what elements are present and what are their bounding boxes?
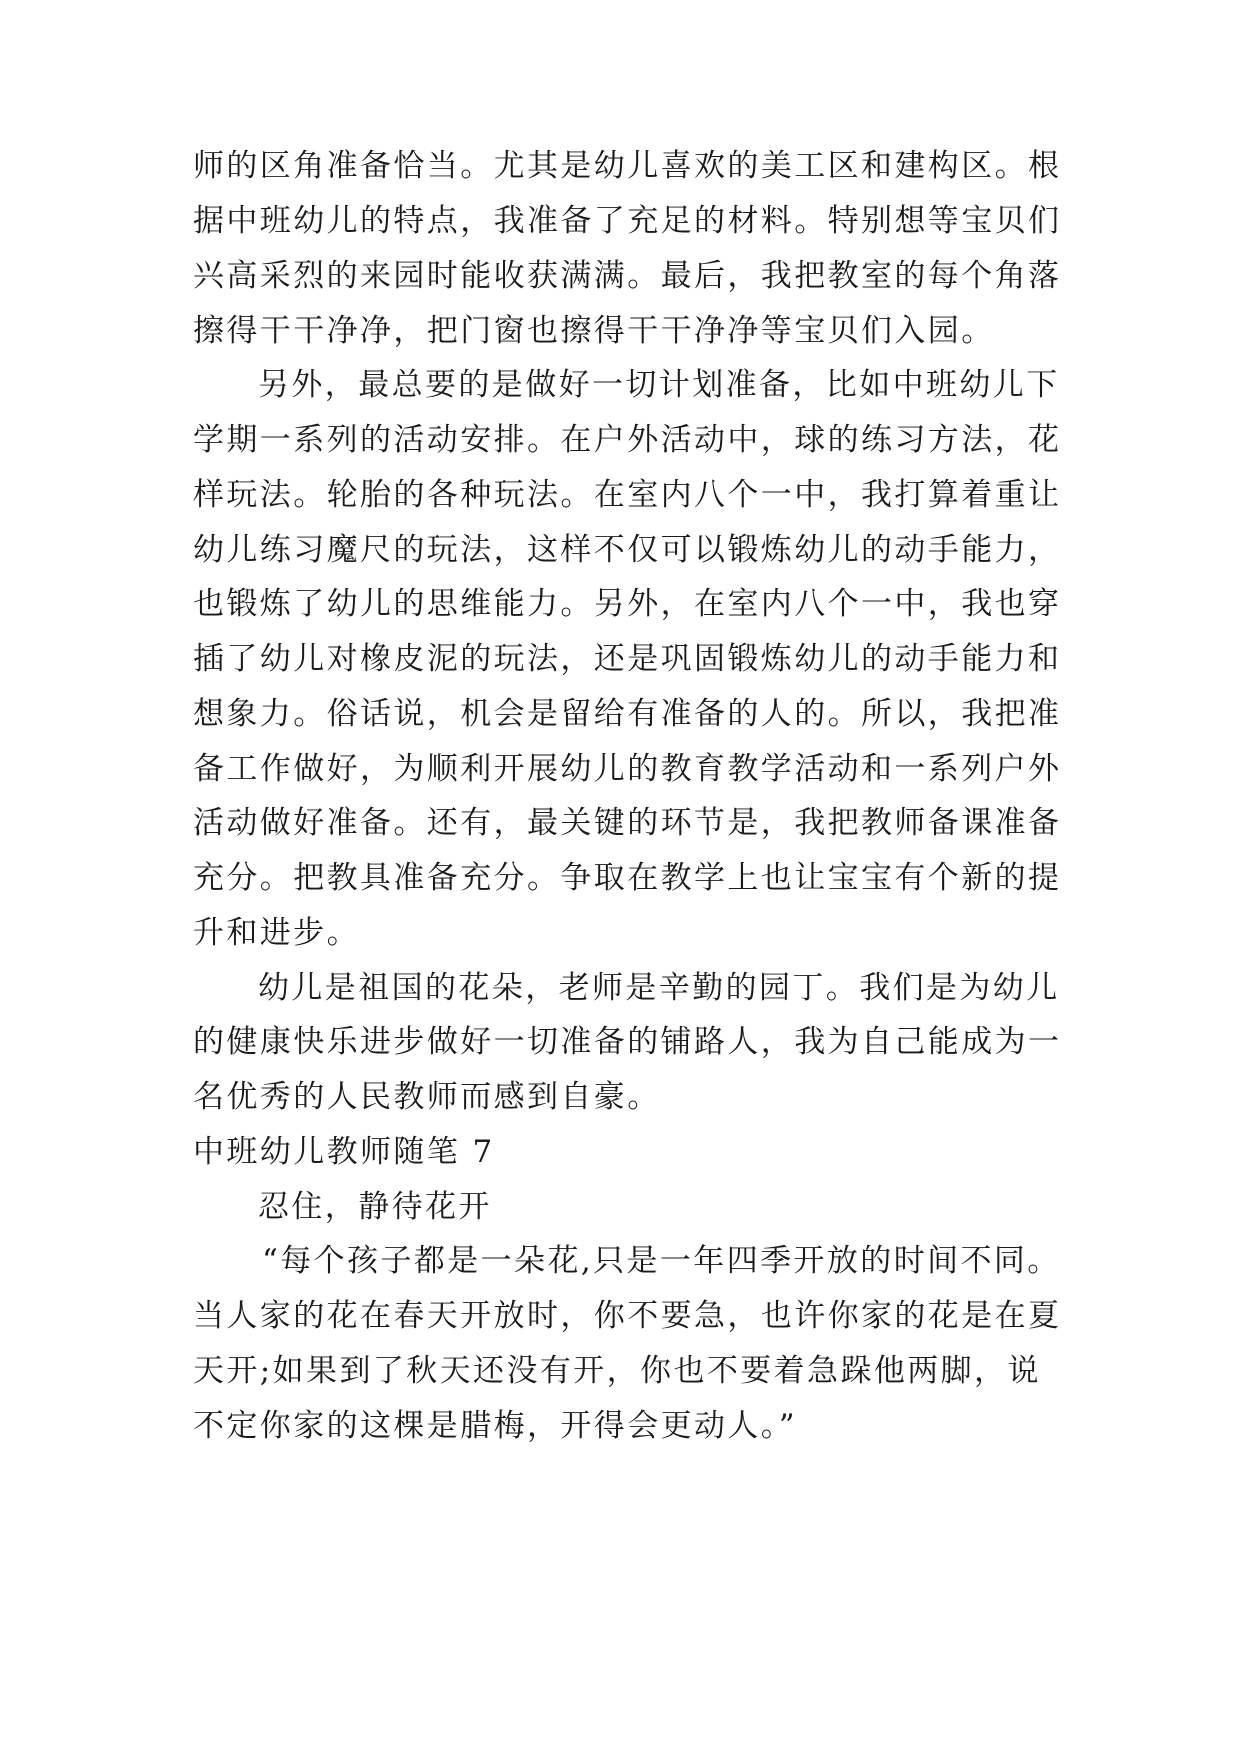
paragraph-line: 擦得干干净净，把门窗也擦得干干净净等宝贝们入园。 (193, 313, 995, 349)
paragraph-line: 名优秀的人民教师而感到自豪。 (193, 1079, 661, 1115)
paragraph-line: 活动做好准备。还有，最关键的环节是，我把教师备课准备 (193, 805, 1062, 841)
paragraph-line: 兴高采烈的来园时能收获满满。最后，我把教室的每个角落 (193, 258, 1062, 294)
paragraph-line: 插了幼儿对橡皮泥的玩法，还是巩固锻炼幼儿的动手能力和 (193, 641, 1062, 677)
paragraph-line: 幼儿是祖国的花朵，老师是辛勤的园丁。我们是为幼儿 (258, 970, 1060, 1006)
paragraph-line: 不定你家的这棵是腊梅，开得会更动人。” (193, 1408, 797, 1444)
paragraph-line: 样玩法。轮胎的各种玩法。在室内八个一中，我打算着重让 (193, 477, 1062, 513)
paragraph-line: 当人家的花在春天开放时，你不要急，也许你家的花是在夏 (193, 1298, 1062, 1334)
paragraph-line: 充分。把教具准备充分。争取在教学上也让宝宝有个新的提 (193, 860, 1062, 896)
paragraph-line: 也锻炼了幼儿的思维能力。另外，在室内八个一中，我也穿 (193, 586, 1062, 622)
paragraph-line: 幼儿练习魔尺的玩法，这样不仅可以锻炼幼儿的动手能力， (193, 532, 1062, 568)
section-title: 中班幼儿教师随笔 7 (193, 1134, 495, 1170)
paragraph-line: 的健康快乐进步做好一切准备的铺路人，我为自己能成为一 (193, 1024, 1062, 1060)
paragraph-line: 想象力。俗话说，机会是留给有准备的人的。所以，我把准 (193, 696, 1062, 732)
paragraph-line: 另外，最总要的是做好一切计划准备，比如中班幼儿下 (258, 367, 1060, 403)
paragraph-line: 备工作做好，为顺利开展幼儿的教育教学活动和一系列户外 (193, 751, 1062, 787)
paragraph-line: 升和进步。 (193, 915, 360, 951)
paragraph-line: “每个孩子都是一朵花,只是一年四季开放的时间不同。 (262, 1243, 1061, 1279)
paragraph-line: 学期一系列的活动安排。在户外活动中，球的练习方法，花 (193, 422, 1062, 458)
paragraph-line: 师的区角准备恰当。尤其是幼儿喜欢的美工区和建构区。根 (193, 148, 1062, 184)
paragraph-line: 据中班幼儿的特点，我准备了充足的材料。特别想等宝贝们 (193, 203, 1062, 239)
essay-title: 忍住，静待花开 (258, 1189, 492, 1225)
paragraph-line: 天开;如果到了秋天还没有开，你也不要着急跺他两脚，说 (193, 1353, 1041, 1389)
